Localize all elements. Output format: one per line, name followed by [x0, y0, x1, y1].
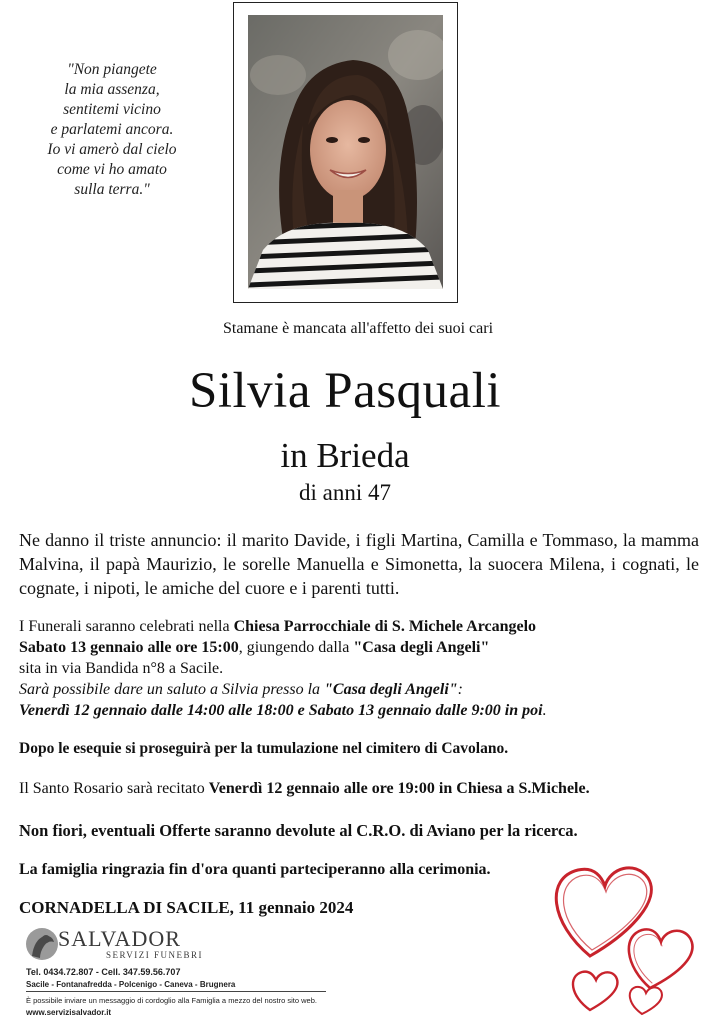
intro-text: Stamane è mancata all'affetto dei suoi cari	[222, 320, 494, 337]
footer-website: www.servizisalvador.it	[26, 1008, 112, 1017]
flowers-bold: Non fiori, eventuali Offerte saranno devolute al C.R.O. di Aviano per la ricerca.	[19, 821, 578, 840]
visit-text: Sarà possibile dare un saluto a Silvia presso la	[19, 681, 325, 698]
quote-line: Io vi amerò dal cielo	[47, 141, 177, 158]
rosary-text	[19, 780, 699, 798]
funeral-line-1	[19, 616, 699, 637]
funeral-details	[19, 616, 699, 721]
funeral-line-5	[19, 700, 699, 721]
hearts-decoration	[530, 838, 710, 1018]
visit-colon: :	[457, 681, 463, 698]
silhouette-logo-icon	[24, 926, 60, 962]
burial-text	[19, 740, 699, 758]
footer-note: È possibile inviare un messaggio di cordoglio alla Famiglia a mezzo del nostro sito web.	[26, 996, 317, 1005]
thanks-bold: La famiglia ringrazia fin d'ora quanti parteciperanno alla cerimonia.	[19, 861, 491, 878]
married-name: in Brieda	[280, 436, 410, 475]
brand-subtitle: SERVIZI FUNEBRI	[106, 950, 204, 960]
quote-line: e parlatemi ancora.	[50, 121, 174, 138]
brand-logo	[58, 928, 203, 960]
quote-line: la mia assenza,	[64, 81, 160, 98]
rosary-time: Venerdì 12 gennaio alle ore 19:00 in Chiesa a S.Michele.	[208, 780, 590, 797]
brand-name: SALVADOR	[58, 926, 181, 951]
rosary-intro: Il Santo Rosario sarà recitato	[19, 780, 209, 797]
deceased-name: Silvia Pasquali	[188, 363, 502, 419]
place-date-bold: CORNADELLA DI SACILE, 11 gennaio 2024	[19, 898, 354, 917]
footer-divider	[26, 991, 326, 992]
age-text: di anni 47	[299, 480, 391, 505]
memorial-quote	[22, 60, 202, 200]
footer-phones: Tel. 0434.72.807 - Cell. 347.59.56.707	[26, 967, 181, 977]
funeral-date: Sabato 13 gennaio alle ore 15:00	[19, 639, 239, 656]
announcement-paragraph: Ne danno il triste annuncio: il marito Davide, i figli Martina, Camilla e Tommaso, la mamma Malvina, il papà Maurizio, le sorelle Manuella e Simonetta, la suocera Milena, i cognati, le cognate, i nipoti, le amiche del cuore e i parenti tutti.	[19, 530, 699, 598]
visit-place: "Casa degli Angeli"	[324, 681, 458, 698]
church-name: Chiesa Parrocchiale di S. Michele Arcangelo	[233, 618, 537, 635]
funeral-text: I Funerali saranno celebrati nella	[19, 618, 234, 635]
funeral-line-3: sita in via Bandida n°8 a Sacile.	[19, 660, 224, 677]
quote-line: come vi ho amato	[57, 161, 167, 178]
portrait-photo	[248, 15, 443, 289]
visit-times: Venerdì 12 gennaio dalle 14:00 alle 18:00 e Sabato 13 gennaio dalle 9:00 in poi	[19, 702, 543, 719]
funeral-home: "Casa degli Angeli"	[353, 639, 490, 656]
footer-locations: Sacile - Fontanafredda - Polcenigo - Caneva - Brugnera	[26, 980, 236, 989]
quote-line: sulla terra."	[74, 181, 150, 198]
quote-line: "Non piangete	[67, 61, 157, 78]
portrait-frame	[233, 2, 458, 303]
funeral-text: , giungendo dalla	[238, 639, 354, 656]
burial-bold: Dopo le esequie si proseguirà per la tumulazione nel cimitero di Cavolano.	[19, 740, 509, 757]
funeral-line-4	[19, 679, 699, 700]
quote-line: sentitemi vicino	[63, 101, 161, 118]
visit-period: .	[542, 702, 547, 719]
funeral-line-2	[19, 637, 699, 658]
